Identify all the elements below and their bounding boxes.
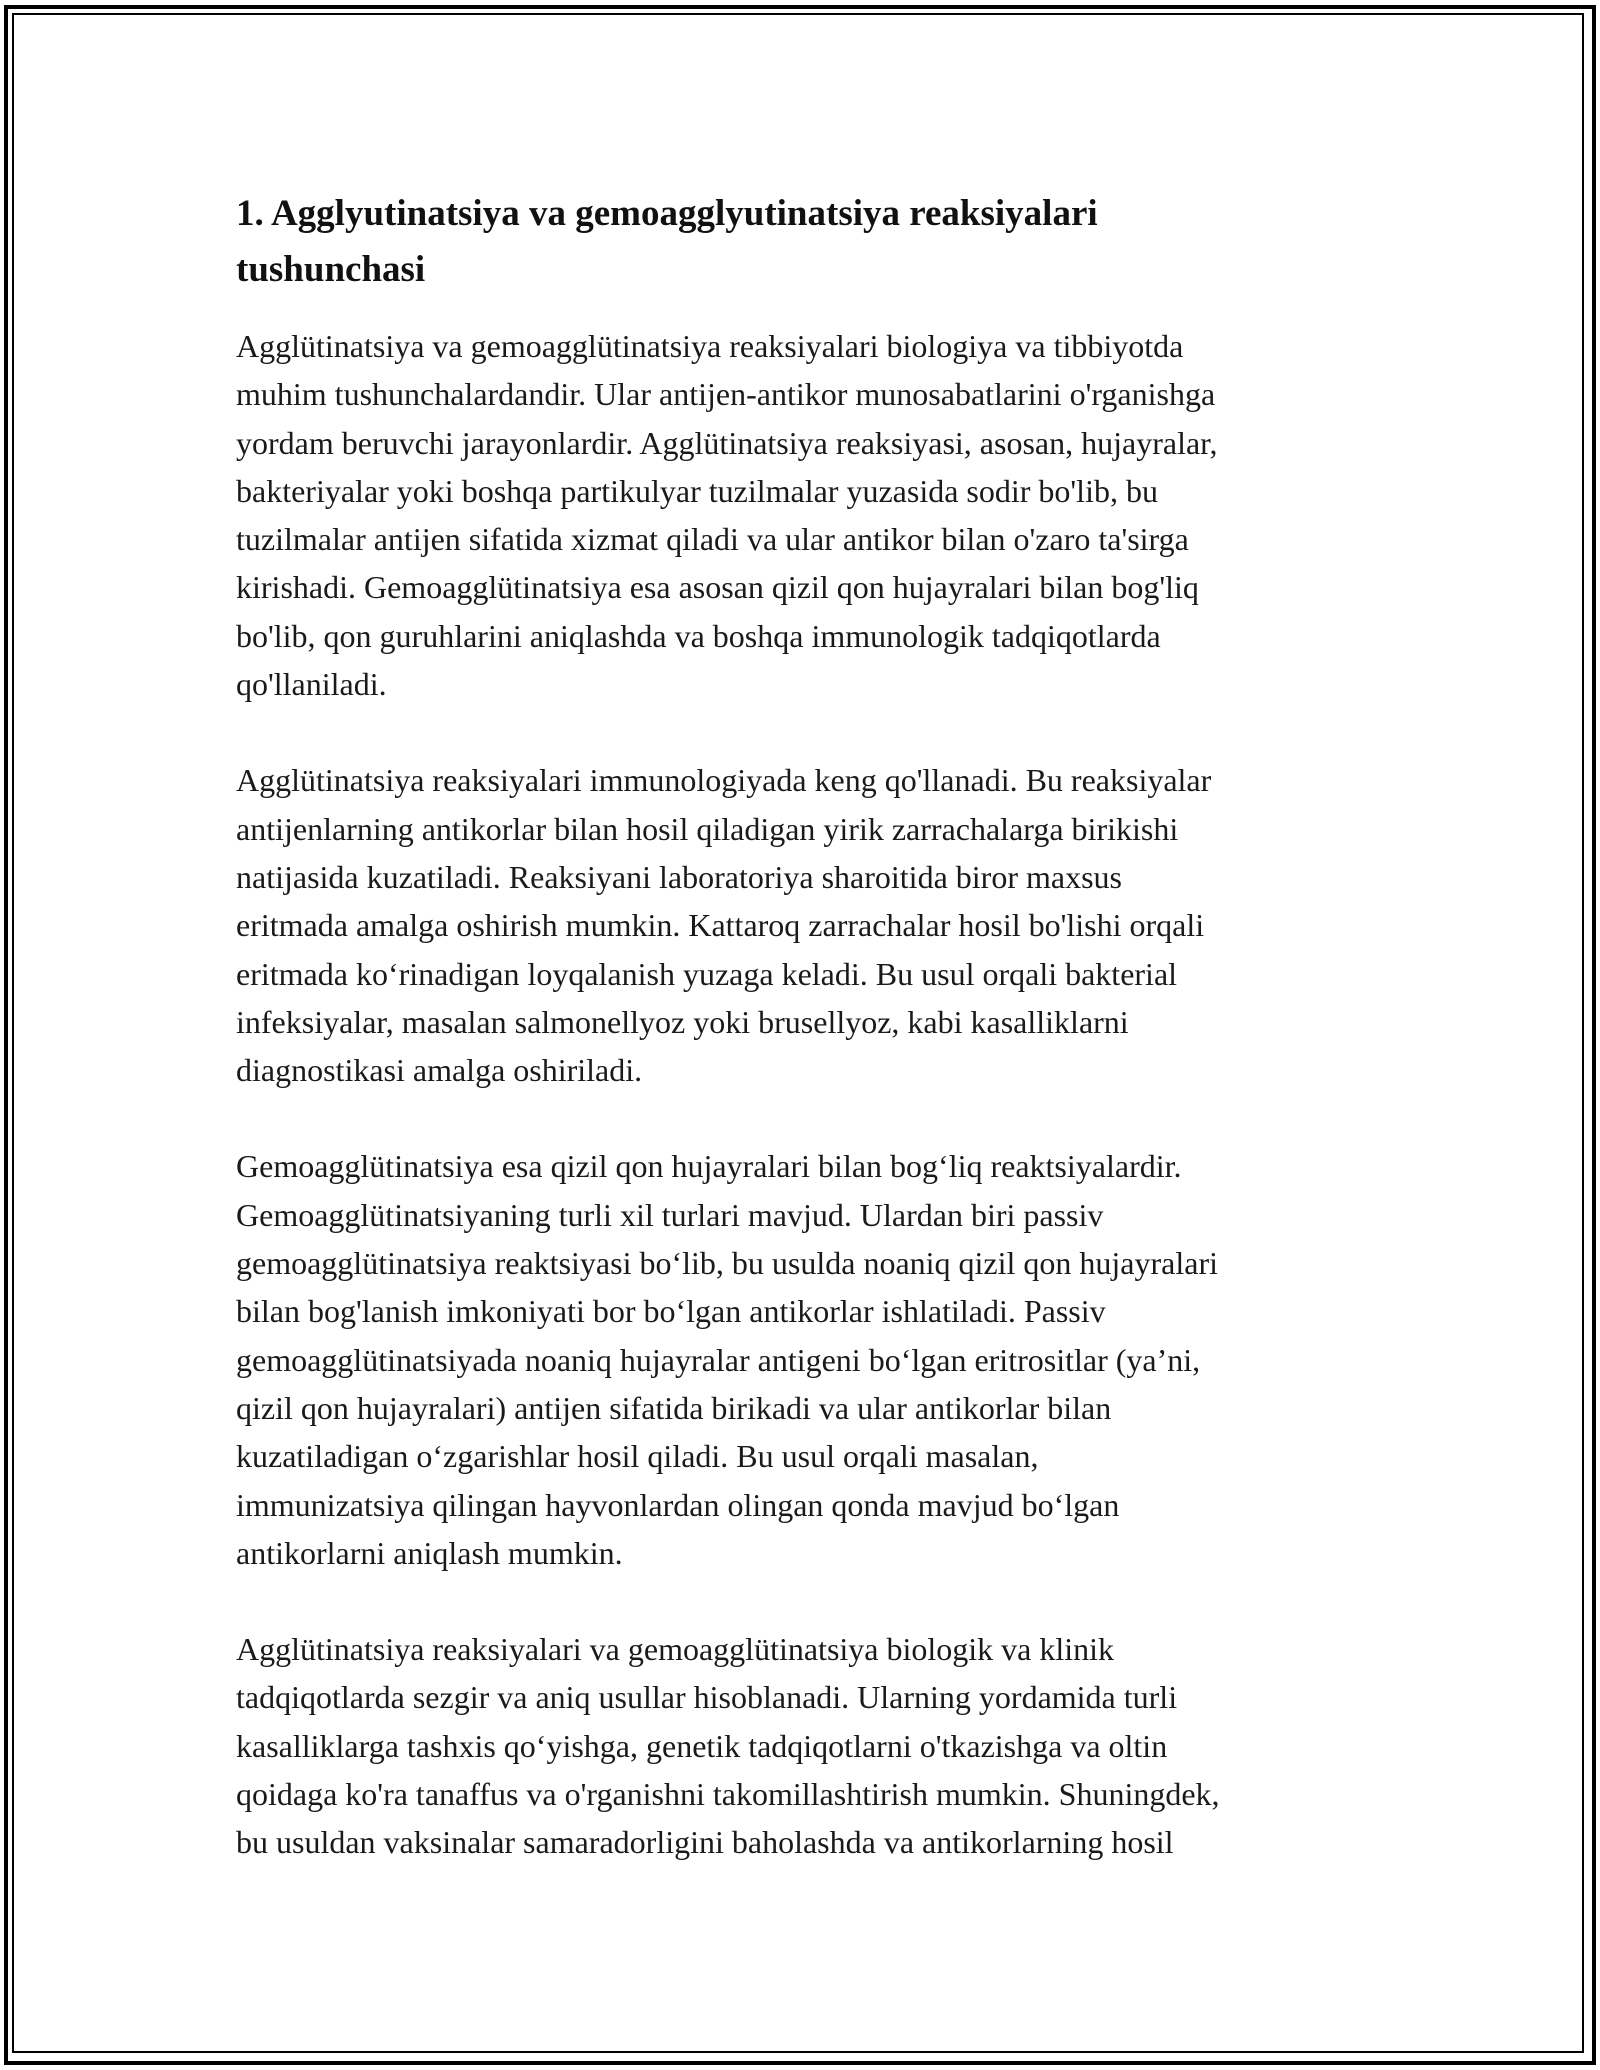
text-line: qoidaga ko'ra tanaffus va o'rganishni takomillashtirish mumkin. Shuningdek, — [236, 1776, 1220, 1813]
text-line: Gemoagglütinatsiya esa qizil qon hujayralari bilan bogʻliq reaktsiyalardir. — [236, 1148, 1182, 1185]
text-line: natijasida kuzatiladi. Reaksiyani laboratoriya sharoitida biror maxsus — [236, 858, 1122, 895]
text-line: qizil qon hujayralari) antijen sifatida birikadi va ular antikorlar bilan — [236, 1389, 1112, 1426]
section-heading — [236, 186, 1386, 298]
heading-line: tushunchasi — [236, 249, 426, 290]
text-line: tuzilmalar antijen sifatida xizmat qiladi va ular antikor bilan o'zaro ta'sirga — [236, 521, 1189, 558]
paragraph-1 — [236, 322, 1386, 708]
text-line: bilan bog'lanish imkoniyati bor boʻlgan antikorlar ishlatiladi. Passiv — [236, 1293, 1106, 1330]
text-line: bo'lib, qon guruhlarini aniqlashda va boshqa immunologik tadqiqotlarda — [236, 617, 1161, 654]
text-line: yordam beruvchi jarayonlardir. Agglütinatsiya reaksiyasi, asosan, hujayralar, — [236, 424, 1218, 461]
text-line: kuzatiladigan oʻzgarishlar hosil qiladi. Bu usul orqali masalan, — [236, 1438, 1039, 1475]
text-line: antijenlarning antikorlar bilan hosil qiladigan yirik zarrachalarga birikishi — [236, 810, 1179, 847]
text-line: Agglütinatsiya va gemoagglütinatsiya reaksiyalari biologiya va tibbiyotda — [236, 328, 1184, 364]
text-line: bakteriyalar yoki boshqa partikulyar tuzilmalar yuzasida sodir bo'lib, bu — [236, 472, 1158, 509]
text-line: tadqiqotlarda sezgir va aniq usullar hisoblanadi. Ularning yordamida turli — [236, 1679, 1178, 1716]
paragraph-4 — [236, 1625, 1386, 1866]
heading-line: 1. Agglyutinatsiya va gemoagglyutinatsiya reaksiyalari — [236, 193, 1098, 234]
text-line: eritmada amalga oshirish mumkin. Kattaroq zarrachalar hosil bo'lishi orqali — [236, 907, 1205, 944]
paragraph-2 — [236, 756, 1386, 1094]
text-line: qo'llaniladi. — [236, 666, 387, 703]
text-line: kirishadi. Gemoagglütinatsiya esa asosan qizil qon hujayralari bilan bog'liq — [236, 569, 1199, 606]
text-line: antikorlarni aniqlash mumkin. — [236, 1534, 623, 1571]
text-line: Gemoagglütinatsiyaning turli xil turlari mavjud. Ulardan biri passiv — [236, 1196, 1104, 1233]
text-line: gemoagglütinatsiyada noaniq hujayralar antigeni boʻlgan eritrositlar (ya’ni, — [236, 1341, 1201, 1378]
text-line: bu usuldan vaksinalar samaradorligini baholashda va antikorlarning hosil — [236, 1824, 1174, 1861]
text-line: immunizatsiya qilingan hayvonlardan olingan qonda mavjud boʻlgan — [236, 1486, 1120, 1523]
text-line: Agglütinatsiya reaksiyalari va gemoagglütinatsiya biologik va klinik — [236, 1631, 1115, 1668]
paragraph-3 — [236, 1142, 1386, 1577]
text-line: diagnostikasi amalga oshiriladi. — [236, 1052, 643, 1089]
text-line: gemoagglütinatsiya reaktsiyasi boʻlib, bu usulda noaniq qizil qon hujayralari — [236, 1245, 1218, 1282]
page-content — [236, 186, 1386, 1915]
text-line: muhim tushunchalardandir. Ular antijen-antikor munosabatlarini o'rganishga — [236, 376, 1216, 413]
text-line: Agglütinatsiya reaksiyalari immunologiyada keng qo'llanadi. Bu reaksiyalar — [236, 762, 1212, 799]
text-line: eritmada koʻrinadigan loyqalanish yuzaga keladi. Bu usul orqali bakterial — [236, 955, 1178, 992]
text-line: kasalliklarga tashxis qoʻyishga, genetik tadqiqotlarni o'tkazishga va oltin — [236, 1727, 1168, 1764]
text-line: infeksiyalar, masalan salmonellyoz yoki brusellyoz, kabi kasalliklarni — [236, 1003, 1129, 1040]
